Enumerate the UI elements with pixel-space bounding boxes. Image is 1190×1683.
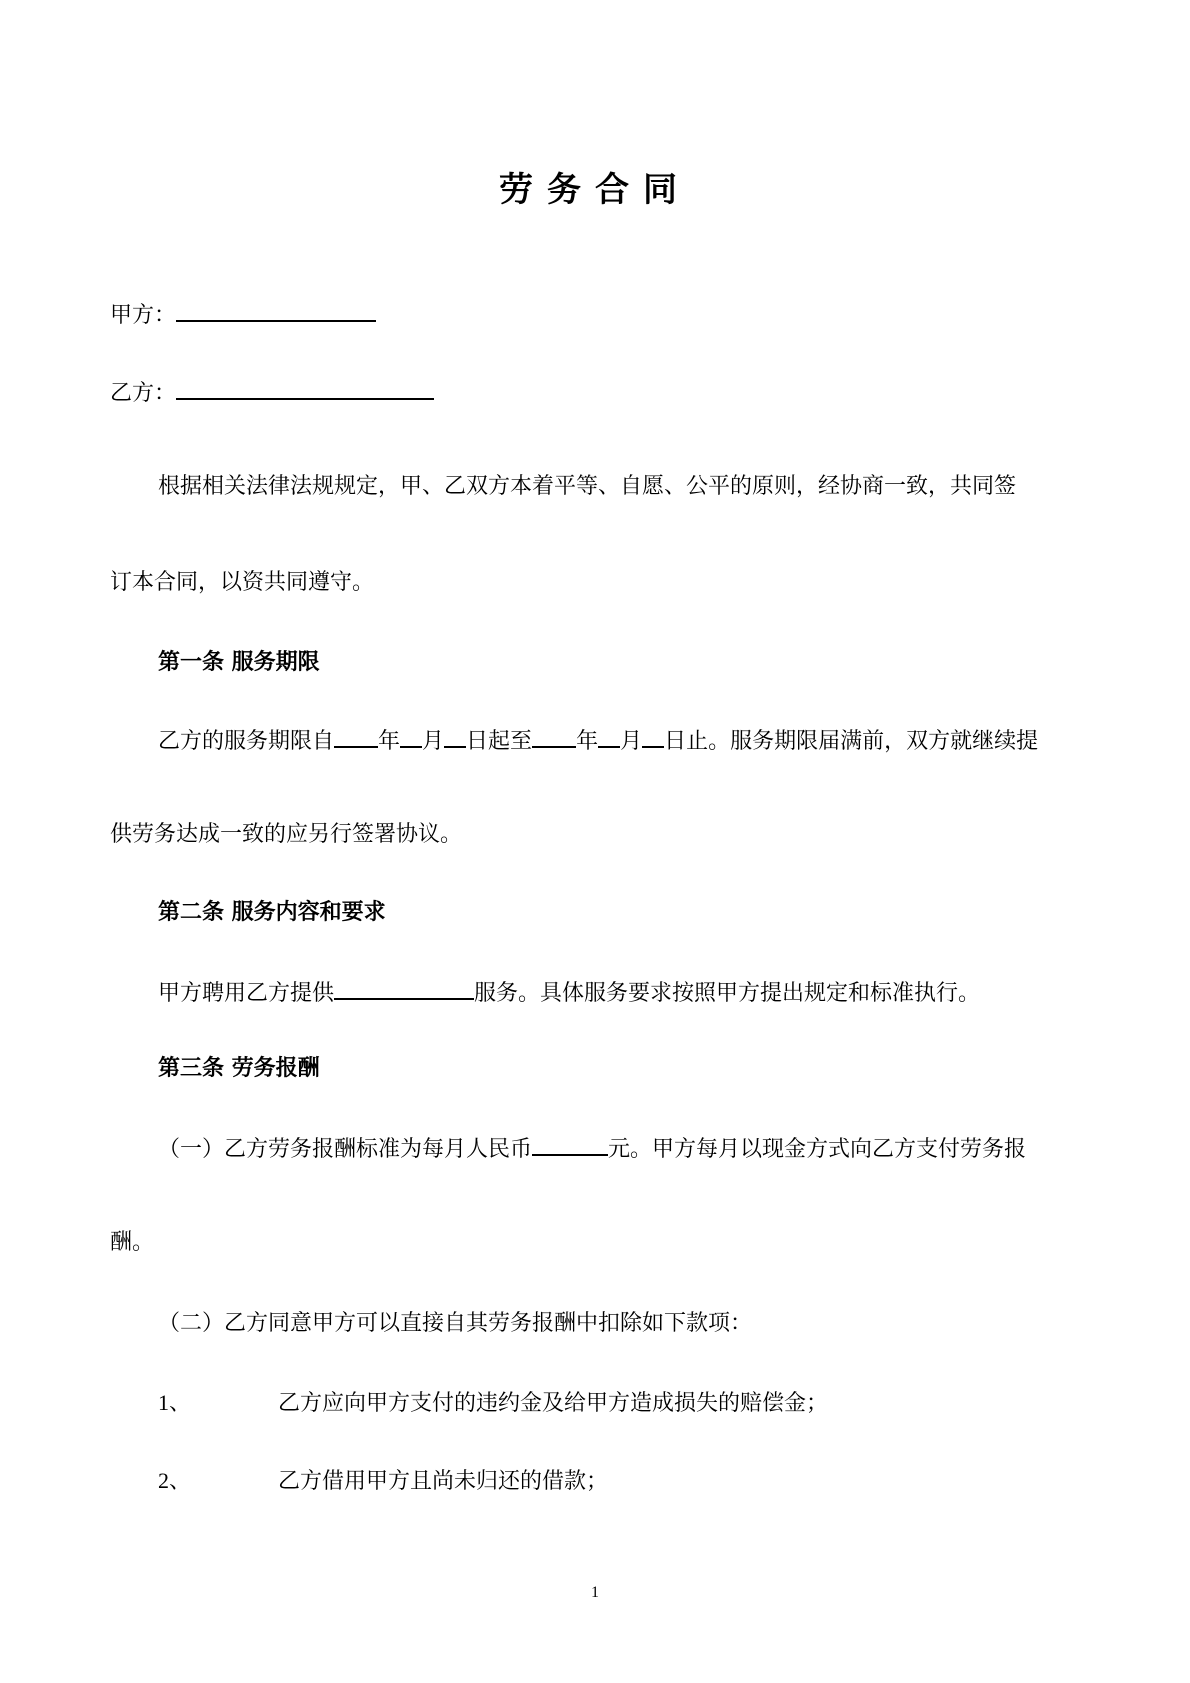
party-b-label: 乙方： — [110, 381, 177, 406]
deduction-text: 乙方应向甲方支付的违约金及给甲方造成损失的赔偿金； — [278, 1391, 829, 1416]
article-1-heading: 第一条 服务期限 — [158, 650, 320, 675]
start-year-blank — [334, 724, 378, 748]
preamble-line-1: 根据相关法律法规规定，甲、乙双方本着平等、自愿、公平的原则，经协商一致，共同签 — [158, 474, 1017, 499]
item-marker: （二） — [158, 1310, 225, 1335]
party-b-blank — [176, 376, 434, 400]
article-1-text: 乙方的服务期限自 — [158, 729, 335, 754]
party-a-line — [110, 298, 376, 331]
item-1-text-tail: 元。甲方每月以现金方式向乙方支付劳务报 — [608, 1137, 1027, 1162]
year-label: 年 — [576, 729, 599, 754]
article-1-paragraph-line-1 — [158, 724, 1038, 757]
article-1-text-tail: 日止。服务期限届满前，双方就继续提 — [664, 729, 1039, 754]
preamble-line-2: 订本合同，以资共同遵守。 — [110, 570, 375, 595]
article-2-heading: 第二条 服务内容和要求 — [158, 900, 386, 925]
deduction-item — [158, 1388, 828, 1419]
party-a-blank — [176, 298, 376, 322]
document-title: 劳务合同 — [499, 170, 691, 210]
service-blank — [334, 976, 474, 1000]
amount-blank — [532, 1132, 608, 1156]
article-1-paragraph-line-2: 供劳务达成一致的应另行签署协议。 — [110, 822, 463, 847]
party-a-label: 甲方： — [110, 303, 177, 328]
article-2-text-tail: 服务。具体服务要求按照甲方提出规定和标准执行。 — [474, 981, 981, 1006]
item-2-text: 乙方同意甲方可以直接自其劳务报酬中扣除如下款项： — [224, 1311, 753, 1336]
article-3-heading: 第三条 劳务报酬 — [158, 1056, 320, 1081]
day-label: 日起至 — [466, 729, 533, 754]
deduction-marker: 1、 — [158, 1390, 192, 1415]
month-label: 月 — [422, 729, 445, 754]
party-b-line — [110, 376, 434, 409]
article-2-paragraph — [158, 976, 980, 1009]
end-month-blank — [598, 724, 620, 748]
start-month-blank — [400, 724, 422, 748]
deduction-marker: 2、 — [158, 1468, 192, 1493]
article-2-text: 甲方聘用乙方提供 — [158, 981, 335, 1006]
end-day-blank — [642, 724, 664, 748]
item-1-text: 乙方劳务报酬标准为每月人民币 — [224, 1137, 533, 1162]
year-label: 年 — [378, 729, 401, 754]
start-day-blank — [444, 724, 466, 748]
item-marker: （一） — [158, 1136, 225, 1161]
end-year-blank — [532, 724, 576, 748]
month-label: 月 — [620, 729, 643, 754]
page-number: 1 — [591, 1584, 599, 1601]
deduction-item — [158, 1466, 608, 1497]
article-3-item-2 — [158, 1308, 752, 1339]
article-3-item-1-line-1 — [158, 1132, 1026, 1165]
deduction-text: 乙方借用甲方且尚未归还的借款； — [278, 1469, 609, 1494]
article-3-item-1-line-2: 酬。 — [110, 1230, 155, 1255]
